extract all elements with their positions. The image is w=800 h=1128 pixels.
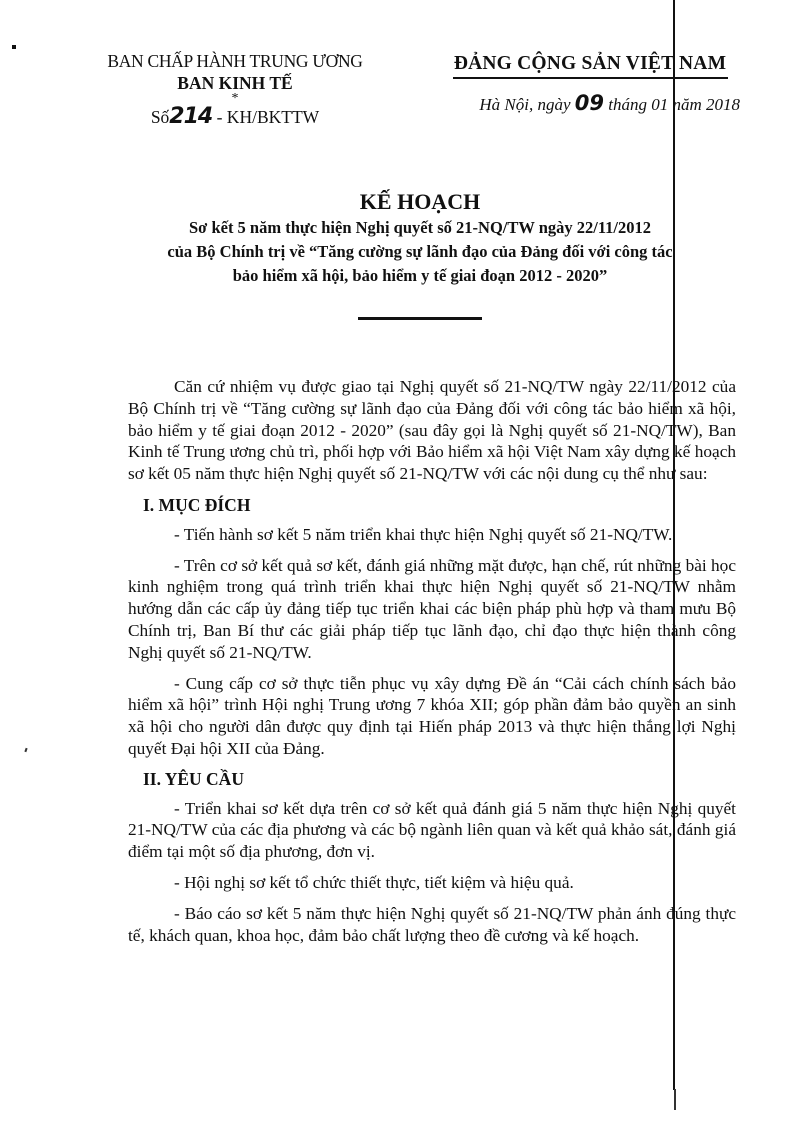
date-prefix: Hà Nội, ngày (479, 94, 571, 114)
handwritten-day: 09 (574, 90, 604, 115)
title-divider (358, 317, 482, 320)
document-subtitle-line: Sơ kết 5 năm thực hiện Nghị quyết số 21-NQ/TW ngày 22/11/2012 (189, 218, 651, 237)
organization-name: BAN CHẤP HÀNH TRUNG ƯƠNG (107, 51, 363, 71)
section-heading: II. YÊU CẦU (143, 768, 244, 789)
scan-fold-line (674, 1089, 676, 1110)
section-heading: I. MỤC ĐÍCH (143, 494, 251, 515)
document-title-block (100, 188, 740, 288)
number-prefix: Số (150, 107, 170, 127)
list-item: - Báo cáo sơ kết 5 năm thực hiện Nghị quyết số 21-NQ/TW phản ánh đúng thực tế, khách quan, khoa học, đảm bảo chất lượng theo đề cương và kế hoạch. (128, 903, 736, 945)
department-name: BAN KINH TẾ (177, 73, 293, 93)
scan-speck (24, 748, 27, 752)
document-subtitle-line: của Bộ Chính trị về “Tăng cường sự lãnh đạo của Đảng đối với công tác (167, 242, 673, 261)
party-name: ĐẢNG CỘNG SẢN VIỆT NAM (453, 53, 727, 74)
handwritten-number: 214 (169, 104, 213, 129)
document-subtitle-line: bảo hiểm xã hội, bảo hiểm y tế giai đoạn 2012 - 2020” (232, 266, 608, 285)
star-mark: * (231, 91, 239, 106)
document-date (440, 91, 740, 115)
list-item: - Tiến hành sơ kết 5 năm triển khai thực hiện Nghị quyết số 21-NQ/TW. (174, 524, 673, 544)
list-item: - Triển khai sơ kết dựa trên cơ sở kết quả đánh giá 5 năm thực hiện Nghị quyết 21-NQ/TW của các địa phương và các bộ ngành liên quan và kết quả khảo sát, đánh giá điểm tại một số địa phương, đơn vị. (128, 798, 736, 862)
intro-paragraph: Căn cứ nhiệm vụ được giao tại Nghị quyết số 21-NQ/TW ngày 22/11/2012 của Bộ Chính trị về “Tăng cường sự lãnh đạo của Đảng đối với công tác bảo hiểm xã hội, bảo hiểm y tế giai đoạn 2012 - 2020” (sau đây gọi là Nghị quyết số 21-NQ/TW), Ban Kinh tế Trung ương chủ trì, phối hợp với Bảo hiểm xã hội Việt Nam xây dựng kế hoạch sơ kết 05 năm thực hiện Nghị quyết số 21-NQ/TW với các nội dung cụ thể như sau: (128, 377, 736, 484)
national-header-block (440, 52, 740, 115)
document-body (128, 376, 736, 955)
list-item: - Cung cấp cơ sở thực tiễn phục vụ xây dựng Đề án “Cải cách chính sách bảo hiểm xã hội” trình Hội nghị Trung ương 7 khóa XII; góp phần đảm bảo quyền an sinh xã hội cho người dân được quy định tại Hiến pháp 2013 và thực hiện thắng lợi Nghị quyết Đại hội XII của Đảng. (128, 673, 736, 758)
date-suffix: tháng 01 năm 2018 (608, 94, 740, 114)
party-underline (453, 77, 728, 79)
list-item: - Trên cơ sở kết quả sơ kết, đánh giá những mặt được, hạn chế, rút những bài học kinh nghiệm trong quá trình triển khai thực hiện Nghị quyết số 21-NQ/TW nhằm hướng dẫn các cấp ủy đảng tiếp tục triển khai các biện pháp phù hợp và tham mưu Bộ Chính trị, Ban Bí thư các giải pháp tiếp tục lãnh đạo, chỉ đạo thực hiện thành công Nghị quyết số 21-NQ/TW. (128, 555, 736, 662)
issuing-authority-block (90, 50, 380, 128)
number-suffix: - KH/BKTTW (216, 107, 320, 127)
document-number (90, 106, 380, 128)
list-item: - Hội nghị sơ kết tổ chức thiết thực, tiết kiệm và hiệu quả. (174, 872, 574, 892)
scan-speck (12, 45, 16, 49)
document-title: KẾ HOẠCH (359, 189, 481, 214)
